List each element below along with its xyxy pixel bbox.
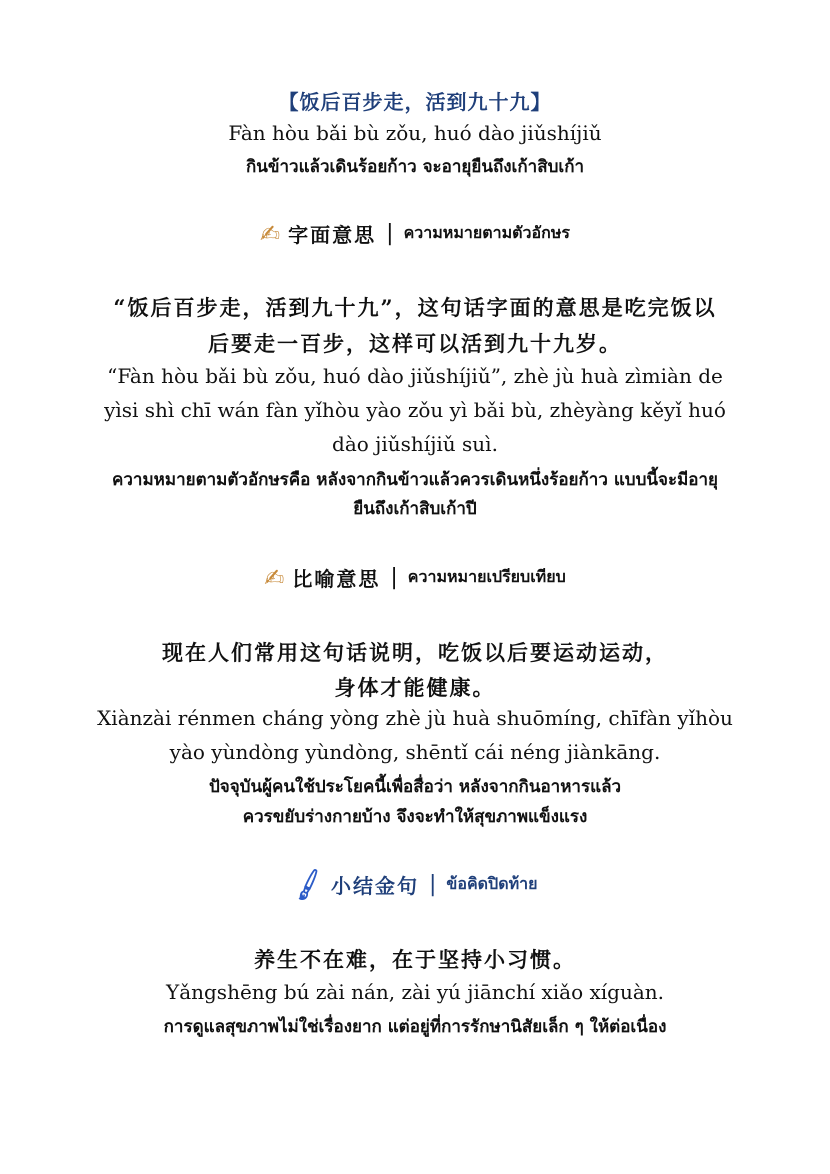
literal-thai-line: ยืนถึงเก้าสิบเก้าปี [353, 499, 477, 519]
summary-thai-line: การดูแลสุขภาพไม่ใช่เรื่องยาก แต่อยู่ที่การรักษานิสัยเล็ก ๆ ให้ต่อเนื่อง [163, 1017, 667, 1037]
section-heading-summary [40, 866, 790, 903]
section-heading-zh: 小结金句 [330, 874, 419, 898]
figurative-zh-line: 身体才能健康。 [334, 675, 496, 700]
summary-zh-line: 养生不在难，在于坚持小习惯。 [254, 947, 576, 972]
literal-pinyin-line: dào jiǔshíjiǔ suì. [332, 432, 498, 456]
section-heading-th: ข้อคิดปิดท้าย [446, 874, 538, 893]
section-heading-figurative [40, 563, 790, 592]
literal-pinyin-line: yìsi shì chī wán fàn yǐhòu yào zǒu yì bǎi bù, zhèyàng kěyǐ huó [104, 398, 726, 422]
figurative-thai-line: ปัจจุบันผู้คนใช้ประโยคนี้เพื่อสื่อว่า หลังจากกินอาหารแล้ว [208, 777, 622, 797]
heading-separator: | [386, 221, 394, 246]
page-title: 【饭后百步走，活到九十九】 [278, 90, 552, 114]
section-heading-zh: 字面意思 [288, 223, 377, 247]
title-pinyin: Fàn hòu bǎi bù zǒu, huó dào jiǔshíjiǔ [228, 121, 602, 145]
figurative-pinyin-line: yào yùndòng yùndòng, shēntǐ cái néng jiànkāng. [169, 740, 661, 764]
literal-zh-line: 后要走一百步，这样可以活到九十九岁。 [208, 331, 622, 356]
section-heading-literal [40, 219, 790, 248]
literal-thai-line: ความหมายตามตัวอักษรคือ หลังจากกินข้าวแล้วควรเดินหนึ่งร้อยก้าว แบบนี้จะมีอายุ [111, 470, 718, 490]
literal-pinyin-line: “Fàn hòu bǎi bù zǒu, huó dào jiǔshíjiǔ”, zhè jù huà zìmiàn de [107, 364, 723, 388]
section-heading-th: ความหมายเปรียบเทียบ [407, 567, 566, 586]
heading-separator: | [428, 872, 437, 897]
figurative-thai-line: ควรขยับร่างกายบ้าง จึงจะทำให้สุขภาพแข็งแรง [242, 807, 588, 827]
heading-separator: | [390, 565, 398, 590]
writing-hand-icon: ✍ [260, 219, 281, 248]
section-heading-th: ความหมายตามตัวอักษร [403, 223, 570, 242]
literal-zh-line: “饭后百步走，活到九十九”，这句话字面的意思是吃完饭以 [113, 295, 717, 320]
section-heading-zh: 比喻意思 [292, 567, 381, 591]
figurative-zh-line: 现在人们常用这句话说明，吃饭以后要运动运动， [162, 640, 668, 665]
title-thai: กินข้าวแล้วเดินร้อยก้าว จะอายุยืนถึงเก้าสิบเก้า [245, 157, 585, 177]
paintbrush-icon: 🖌 [288, 866, 327, 903]
summary-pinyin-line: Yǎngshēng bú zài nán, zài yú jiānchí xiǎo xíguàn. [166, 980, 664, 1004]
writing-hand-icon: ✍ [264, 563, 285, 592]
figurative-pinyin-line: Xiànzài rénmen cháng yòng zhè jù huà shuōmíng, chīfàn yǐhòu [97, 706, 733, 730]
